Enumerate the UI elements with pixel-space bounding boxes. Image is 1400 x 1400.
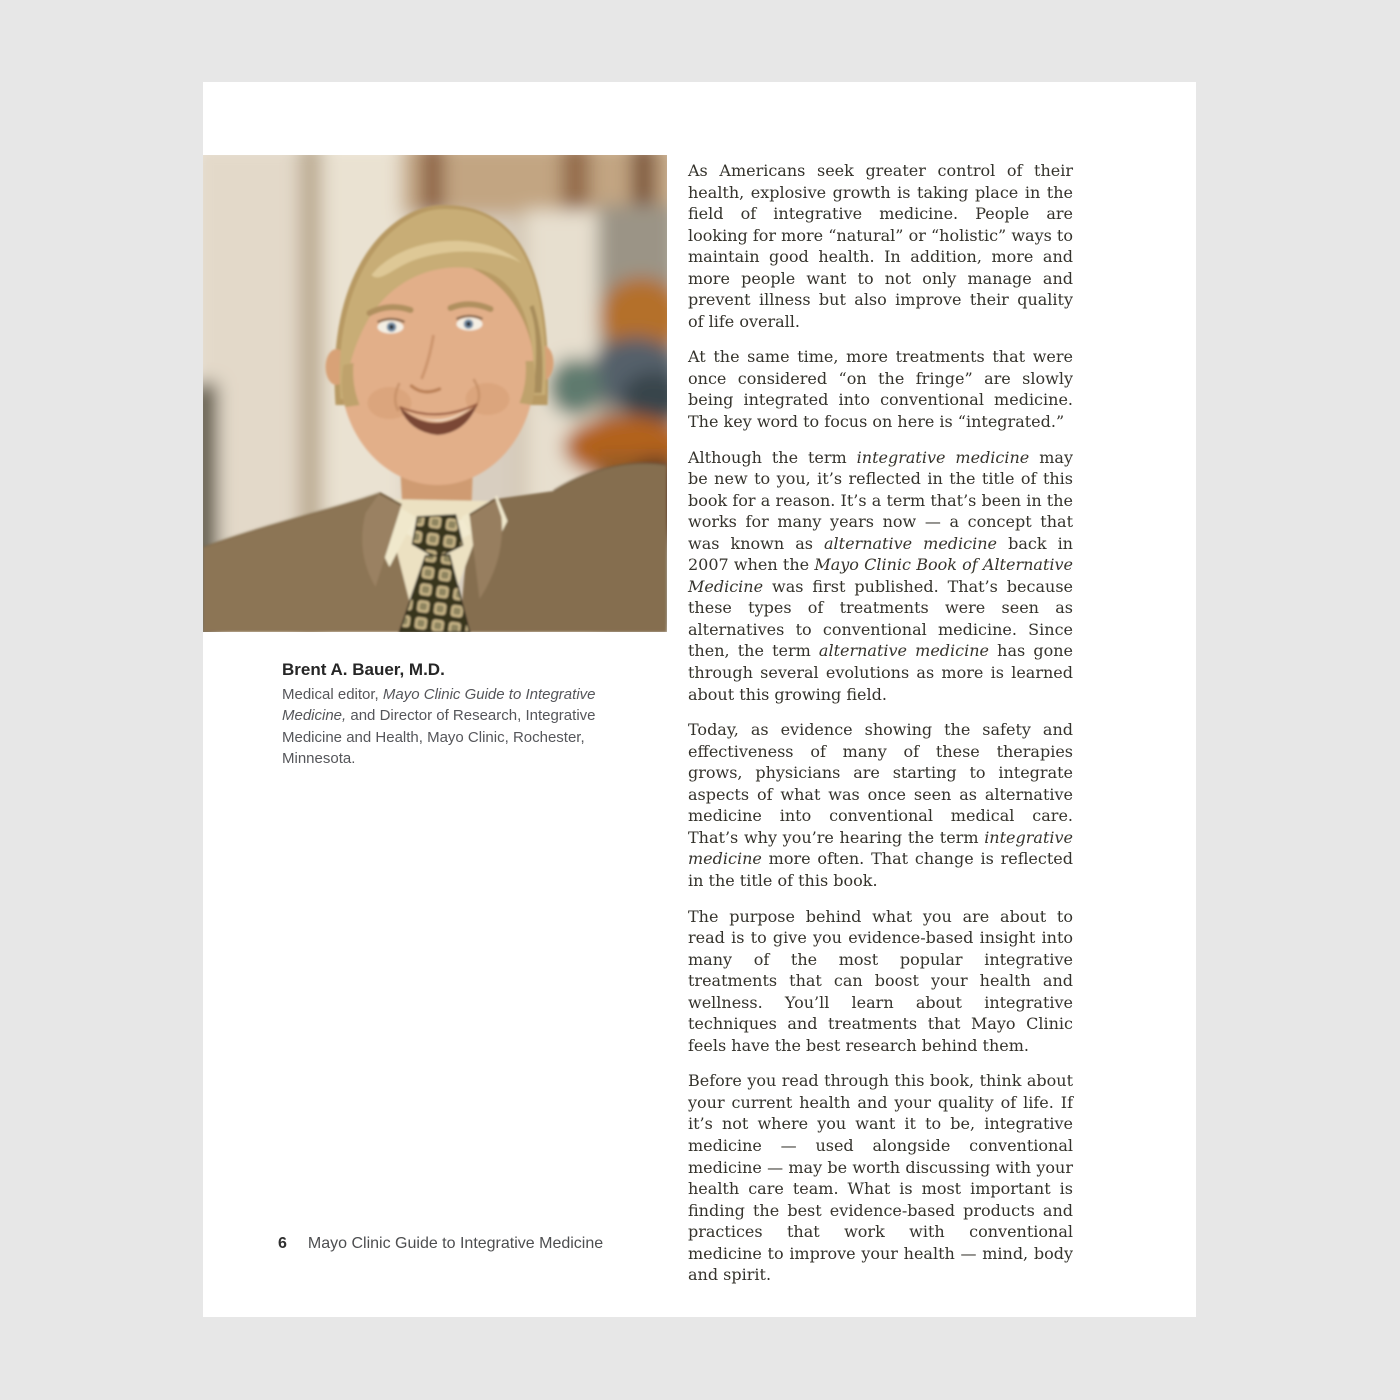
body-paragraph: At the same time, more treatments that were once considered “on the fringe” are slowly being integrated into conventional medicine. The key word to focus on here is “integrated.”: [688, 347, 1073, 432]
page-number: 6: [278, 1235, 287, 1252]
body-paragraph: Today, as evidence showing the safety and effectiveness of many of these therapies grows, physicians are starting to integrate aspects of what was once seen as alternative medicine into conventional medical care. That’s why you’re hearing the term integrative medicine more often. That change is reflected in the title of this book.: [688, 720, 1073, 890]
footer-book-title: Mayo Clinic Guide to Integrative Medicine: [307, 1235, 604, 1252]
caption-name: Brent A. Bauer, M.D.: [282, 660, 445, 679]
body-paragraph: As Americans seek greater control of their health, explosive growth is taking place in the field of integrative medicine. People are looking for more “natural” or “holistic” ways to maintain good health. In addition, more and more people want to not only manage and prevent illness but also improve their quality of life overall.: [688, 161, 1073, 331]
portrait-photo: [203, 155, 667, 632]
book-page: [203, 82, 1196, 1317]
body-paragraph: The purpose behind what you are about to read is to give you evidence-based insight into many of the most popular integrative treatments that can boost your health and wellness. You’ll learn about integrative techniques and treatments that Mayo Clinic feels have the best research behind them.: [688, 906, 1073, 1055]
portrait-illustration: [203, 155, 667, 632]
caption-text: Medical editor, Mayo Clinic Guide to Integrative Medicine, and Director of Research, Integrative Medicine and Health, Mayo Clinic, Rochester, Minnesota.: [282, 686, 596, 767]
page-footer: [278, 1234, 603, 1254]
photo-caption: [282, 660, 614, 769]
body-paragraph: Before you read through this book, think about your current health and your quality of life. If it’s not where you want it to be, integrative medicine — used alongside conventional medicine — may be worth discussing with your health care team. What is most important is finding the best evidence-based products and practices that work with conventional medicine to improve your health — mind, body and spirit.: [688, 1071, 1073, 1285]
body-text-column: [688, 160, 1073, 1300]
body-paragraph: Although the term integrative medicine may be new to you, it’s reflected in the title of this book for a reason. It’s a term that’s been in the works for many years now — a concept that was known as alternative medicine back in 2007 when the Mayo Clinic Book of Alternative Medicine was first published. That’s because these types of treatments were seen as alternatives to conventional medicine. Since then, the term alternative medicine has gone through several evolutions as more is learned about this growing field.: [688, 447, 1074, 704]
